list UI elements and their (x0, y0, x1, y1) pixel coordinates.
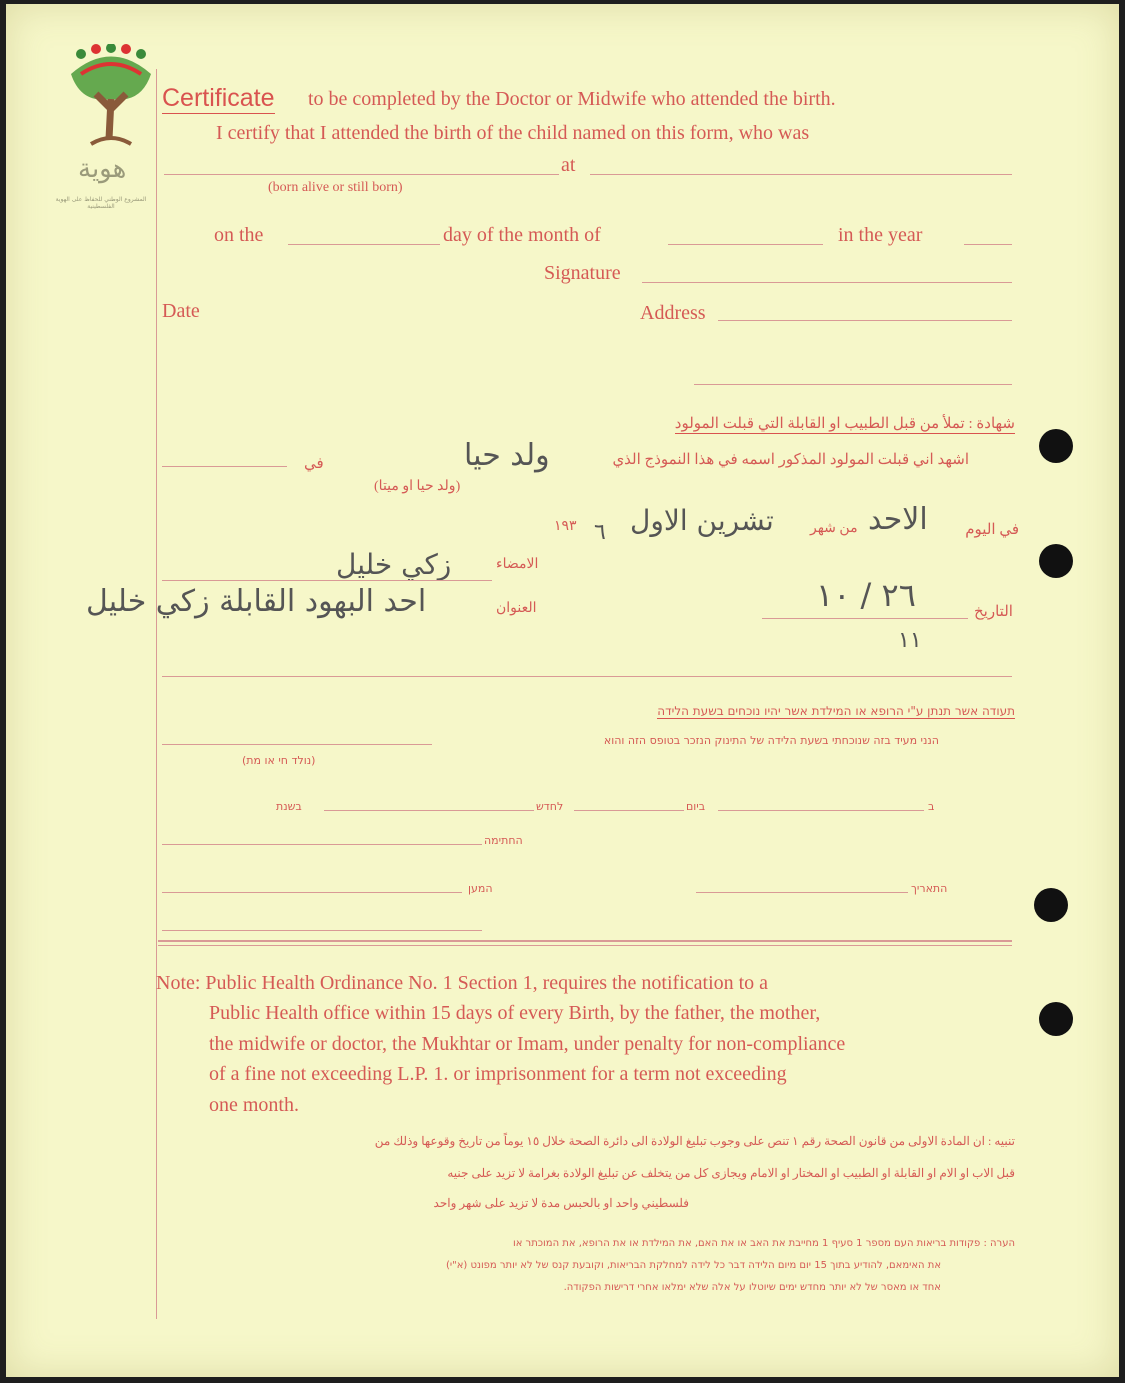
handwritten-day: الاحد (868, 502, 928, 537)
certificate-heading-rest: to be completed by the Doctor or Midwife who attended the birth. (308, 88, 836, 110)
in-the-year-label: in the year (838, 224, 923, 246)
month-line (668, 244, 823, 245)
arabic-place-line (162, 466, 287, 467)
document-page (6, 4, 1119, 1377)
year-line (964, 244, 1012, 245)
day-of-month-label: day of the month of (443, 224, 601, 246)
hebrew-month-line (324, 810, 534, 811)
note-ar-line-1: تنبيه : ان المادة الاولى من قانون الصحة رقم ١ تنص على وجوب تبليغ الولادة الى دائرة الصحة خلال ١٥ يوماً من تاريخ وقوعها وذلك من (374, 1134, 1015, 1148)
note-en-line-2: Public Health office within 15 days of every Birth, by the father, the mother, (209, 1002, 821, 1024)
hebrew-day-line (574, 810, 684, 811)
certify-line: I certify that I attended the birth of the child named on this form, who was (216, 122, 810, 144)
signature-line (642, 282, 1012, 283)
hebrew-day-label: ביום (686, 800, 706, 813)
arabic-fi: في (304, 456, 324, 472)
handwritten-born: ولد حيا (464, 438, 550, 473)
hebrew-date-line (696, 892, 908, 893)
handwritten-date: ٢٦ / ١٠ (816, 576, 916, 614)
handwritten-date-2: ١١ (898, 628, 922, 653)
hebrew-heading: תעודה אשר תנתן ע"י הרופא או המילדת אשר יהיו נוכחים בשעת הלידה (657, 704, 1015, 718)
born-note: (born alive or still born) (268, 180, 403, 195)
note-he-line-1: הערה : פקודות בריאות העם מספר 1 סעיף 1 מחייבת את האב או את האם, את המילדת או את הרופא, את המוכתר או (512, 1238, 1015, 1249)
hebrew-b: ב (928, 800, 935, 813)
born-line (164, 174, 559, 175)
hebrew-address-line (162, 892, 462, 893)
arabic-address-label: العنوان (496, 601, 537, 616)
certificate-heading: Certificate (162, 84, 275, 112)
note-en-line-3: the midwife or doctor, the Mukhtar or Imam, under penalty for non-compliance (209, 1033, 846, 1055)
arabic-born-note: (ولد حيا او ميتا) (374, 479, 461, 494)
hebrew-signature-label: החתימה (484, 834, 523, 847)
note-ar-line-3: فلسطيني واحد او بالحبس مدة لا تزيد على شهر واحد (433, 1196, 689, 1210)
hebrew-signature-line (162, 844, 482, 845)
at-label: at (561, 154, 576, 176)
hebrew-born-note: (נולד חי או מת) (242, 754, 316, 767)
hebrew-b-line (718, 810, 924, 811)
section-divider-2 (158, 945, 1012, 946)
date-label: Date (162, 300, 200, 322)
note-ar-line-2: قبل الاب او الام او القابلة او الطبيب او المختار او الامام ويجازى كل من يتخلف عن تبليغ الولادة بغرامة لا تزيد على جنيه (447, 1166, 1015, 1180)
note-en-line-1: Note: Public Health Ordinance No. 1 Section 1, requires the notification to a (156, 972, 769, 994)
hebrew-address-label: המען (468, 882, 493, 895)
on-the-label: on the (214, 224, 264, 246)
arabic-heading: شهادة : تملأ من قبل الطبيب او القابلة التي قبلت المولود (674, 416, 1015, 432)
at-line (590, 174, 1012, 175)
note-he-line-3: אחד או מאסר של לא יותר מחדש ימים שיוטלו על אלה שלא ימלאו אחרי דרישות הפקודה. (563, 1282, 941, 1293)
day-line (288, 244, 440, 245)
handwritten-year-digit: ٦ (594, 520, 606, 545)
arabic-signature-line (162, 580, 492, 581)
logo-subtext: المشروع الوطني للحفاظ على الهوية الفلسطينية (55, 196, 147, 210)
logo-text: هوية (78, 154, 127, 184)
punch-hole (1034, 888, 1068, 922)
hebrew-year-label: בשנת (276, 800, 302, 813)
arabic-month-label: من شهر (810, 521, 858, 536)
punch-hole (1039, 1002, 1073, 1036)
note-en-line-4: of a fine not exceeding L.P. 1. or imprisonment for a term not exceeding (209, 1063, 787, 1085)
note-he-line-2: את האימאם, להודיע בתוך 15 יום מיום הלידה דבר כל לידה למחלקת הבריאות, וקובעת קנס של לא יותר מפונט (א"י) (445, 1260, 941, 1271)
punch-hole (1039, 544, 1073, 578)
arabic-day-label: في اليوم (965, 522, 1019, 538)
punch-hole (1039, 429, 1073, 463)
hebrew-month-label: לחדש (536, 800, 564, 813)
arabic-line1: اشهد اني قبلت المولود المذكور اسمه في هذا النموذج الذي (612, 452, 969, 468)
address-line-2 (694, 384, 1012, 385)
arabic-date-line (762, 618, 968, 619)
arabic-year: ١٩٣ (554, 519, 577, 534)
margin-rule (156, 69, 157, 1319)
arabic-date-label: التاريخ (974, 604, 1013, 620)
hebrew-born-line (162, 744, 432, 745)
signature-label: Signature (544, 262, 621, 284)
arabic-end-line (162, 676, 1012, 677)
note-en-line-5: one month. (209, 1094, 299, 1116)
hebrew-line1: הנני מעיד בזה שנוכחתי בשעת הלידה של התינוק הנזכר בטופס הזה והוא (603, 734, 939, 747)
address-label: Address (640, 302, 706, 324)
arabic-signature-label: الامضاء (496, 557, 539, 572)
handwritten-signature: زكي خليل (336, 548, 452, 581)
handwritten-month: تشرين الاول (630, 504, 774, 537)
handwritten-address: احد البهود القابلة زكي خليل (86, 584, 427, 619)
hebrew-date-label: התאריך (911, 882, 948, 895)
hebrew-end-line (162, 930, 482, 931)
address-line (718, 320, 1012, 321)
section-divider (158, 940, 1012, 942)
